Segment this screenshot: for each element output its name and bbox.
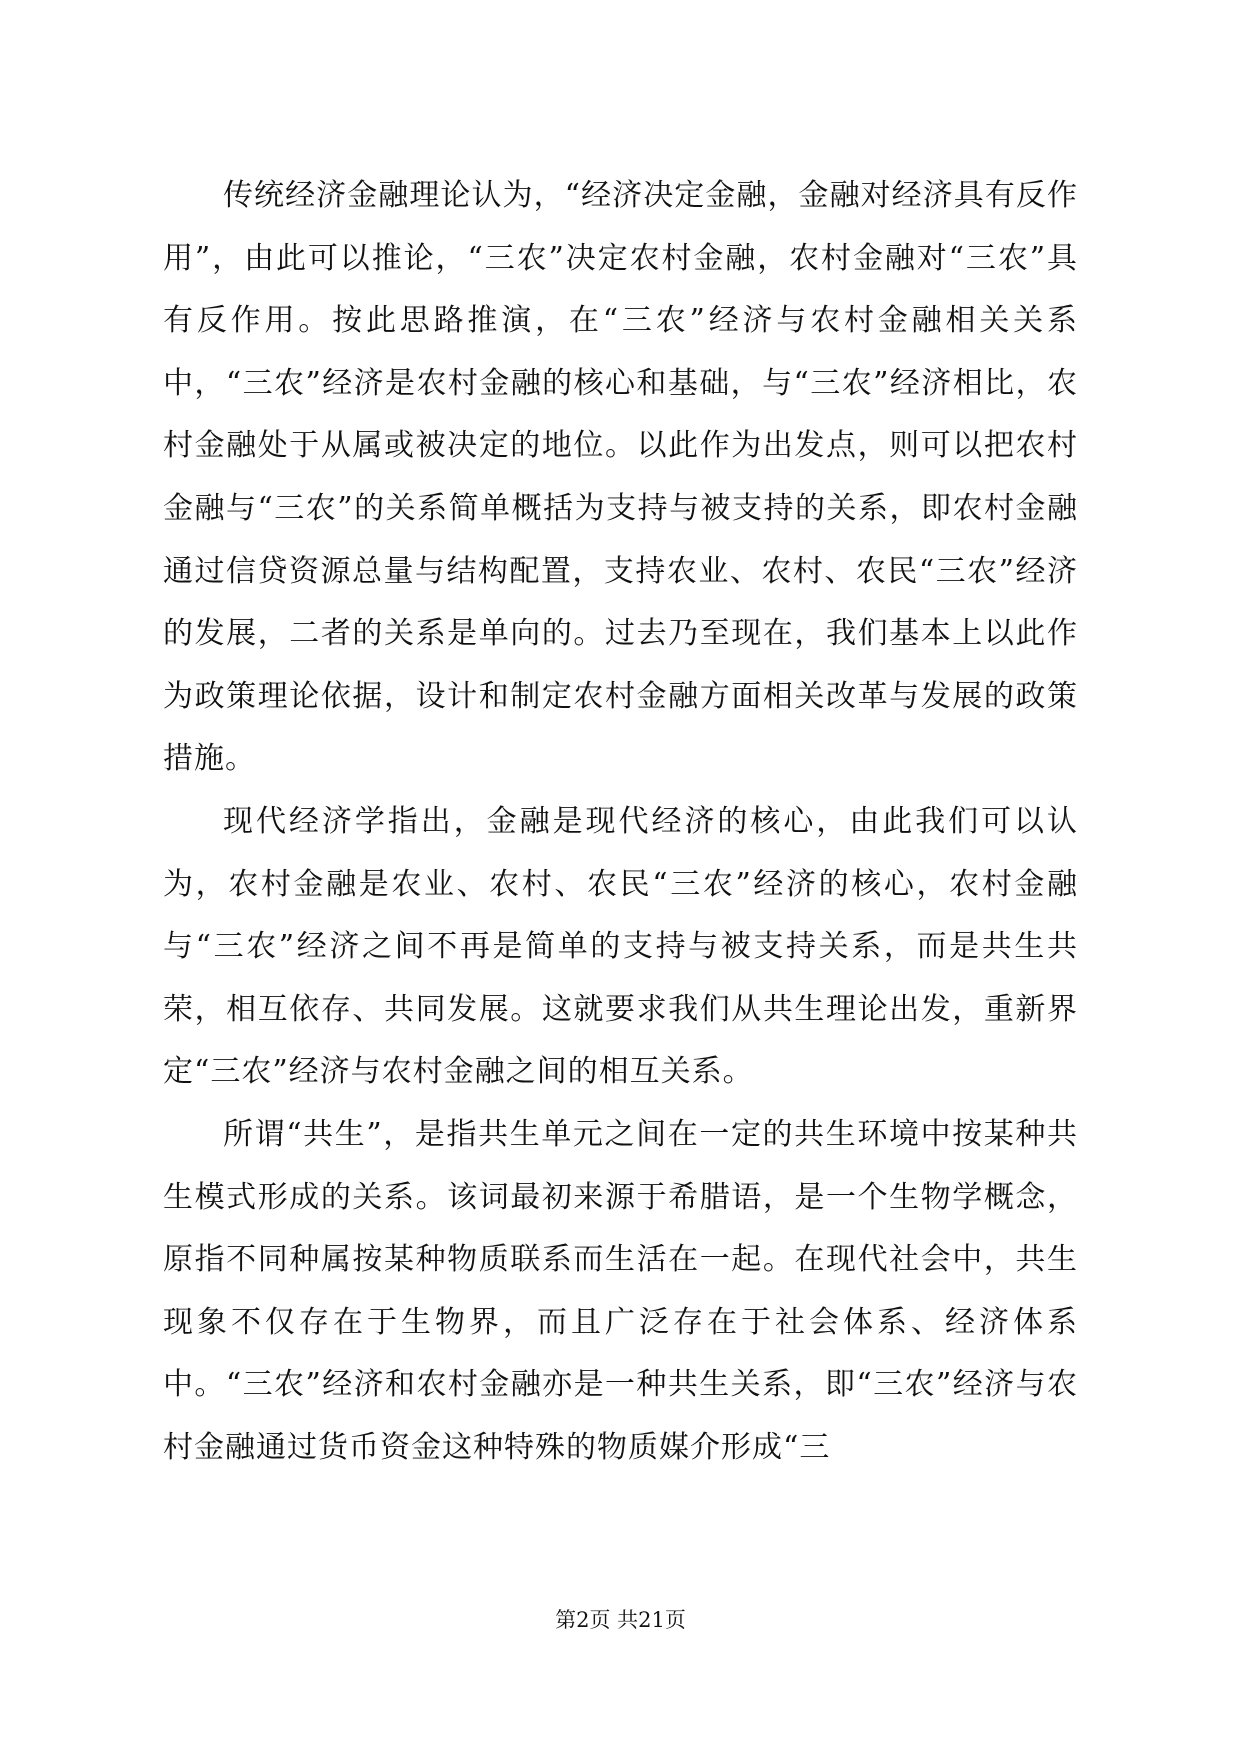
body-text <box>163 165 1078 1479</box>
paragraph-3: 所谓“共生”，是指共生单元之间在一定的共生环境中按某种共生模式形成的关系。该词最初来源于希腊语，是一个生物学概念，原指不同种属按某种物质联系而生活在一起。在现代社会中，共生现象不仅存在于生物界，而且广泛存在于社会体系、经济体系中。“三农”经济和农村金融亦是一种共生关系，即“三农”经济与农村金融通过货币资金这种特殊的物质媒介形成“三 <box>163 1116 1078 1465</box>
page-number-footer: 第2页 共21页 <box>555 1608 686 1632</box>
paragraph-2: 现代经济学指出，金融是现代经济的核心，由此我们可以认为，农村金融是农业、农村、农民“三农”经济的核心，农村金融与“三农”经济之间不再是简单的支持与被支持关系，而是共生共荣，相互依存、共同发展。这就要求我们从共生理论出发，重新界定“三农”经济与农村金融之间的相互关系。 <box>163 803 1078 1090</box>
paragraph-1: 传统经济金融理论认为，“经济决定金融，金融对经济具有反作用”，由此可以推论，“三农”决定农村金融，农村金融对“三农”具有反作用。按此思路推演，在“三农”经济与农村金融相关关系中，“三农”经济是农村金融的核心和基础，与“三农”经济相比，农村金融处于从属或被决定的地位。以此作为出发点，则可以把农村金融与“三农”的关系简单概括为支持与被支持的关系，即农村金融通过信贷资源总量与结构配置，支持农业、农村、农民“三农”经济的发展，二者的关系是单向的。过去乃至现在，我们基本上以此作为政策理论依据，设计和制定农村金融方面相关改革与发展的政策措施。 <box>163 178 1078 777</box>
